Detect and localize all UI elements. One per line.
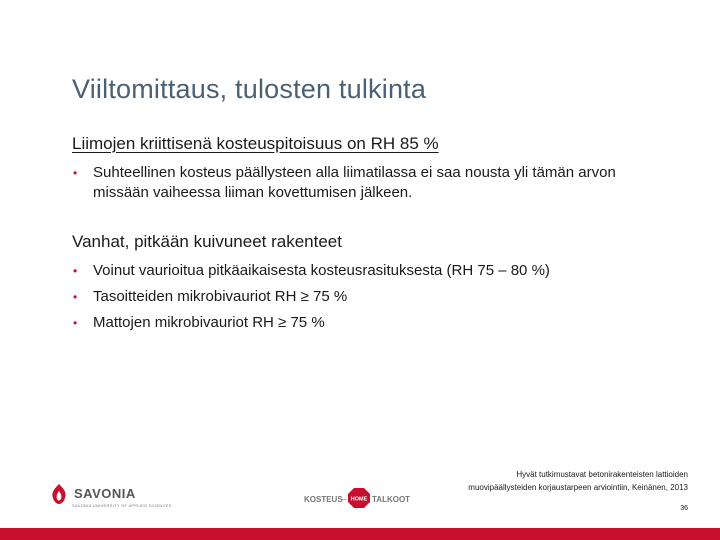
footer-credit [388,468,688,494]
savonia-tagline: SAVONIA UNIVERSITY OF APPLIED SCIENCES [72,503,172,508]
bullet-icon: • [73,290,78,304]
bullet-icon: • [73,316,78,330]
kh-logo-left-text: KOSTEUS [304,495,343,504]
list-item [72,261,692,281]
bullet-text: Voinut vaurioitua pitkäaikaisesta kosteusrasituksesta (RH 75 – 80 %) [93,262,550,279]
bullet-text: Mattojen mikrobivauriot RH ≥ 75 % [93,314,325,331]
bullet-text: Tasoitteiden mikrobivauriot RH ≥ 75 % [93,288,348,305]
section-heading-old-structures: Vanhat, pitkään kuivuneet rakenteet [72,232,342,251]
list-item [72,163,672,203]
list-item [72,287,692,307]
footer-credit-line2: muovipäällysteiden korjaustarpeen arviointiin, Keinänen, 2013 [468,483,688,492]
footer-credit-line1: Hyvät tutkimustavat betonirakenteisten lattioiden [516,470,688,479]
kosteus-home-talkoot-logo [304,487,411,509]
bullet-list-old-structures [72,261,692,333]
bottom-accent-bar [0,528,720,540]
bullet-icon: • [73,264,78,278]
section-heading-adhesive-moisture: Liimojen kriittisenä kosteuspitoisuus on RH 85 % [72,134,439,153]
savonia-logo [48,483,188,513]
page-number: 36 [680,505,688,512]
kh-logo-home-text: HOME [350,496,368,503]
bullet-list-adhesive [72,163,672,203]
slide-title: Viiltomittaus, tulosten tulkinta [72,74,427,104]
kh-logo-right-text: TALKOOT [372,495,411,504]
savonia-flame-icon [48,483,70,505]
bullet-icon: • [73,166,78,180]
kh-logo-dash: – [342,495,347,504]
bullet-text: Suhteellinen kosteus päällysteen alla liimatilassa ei saa nousta yli tämän arvon missään vaiheessa liiman kovettumisen jälkeen. [93,164,616,201]
list-item [72,313,692,333]
savonia-wordmark: SAVONIA [74,486,136,501]
